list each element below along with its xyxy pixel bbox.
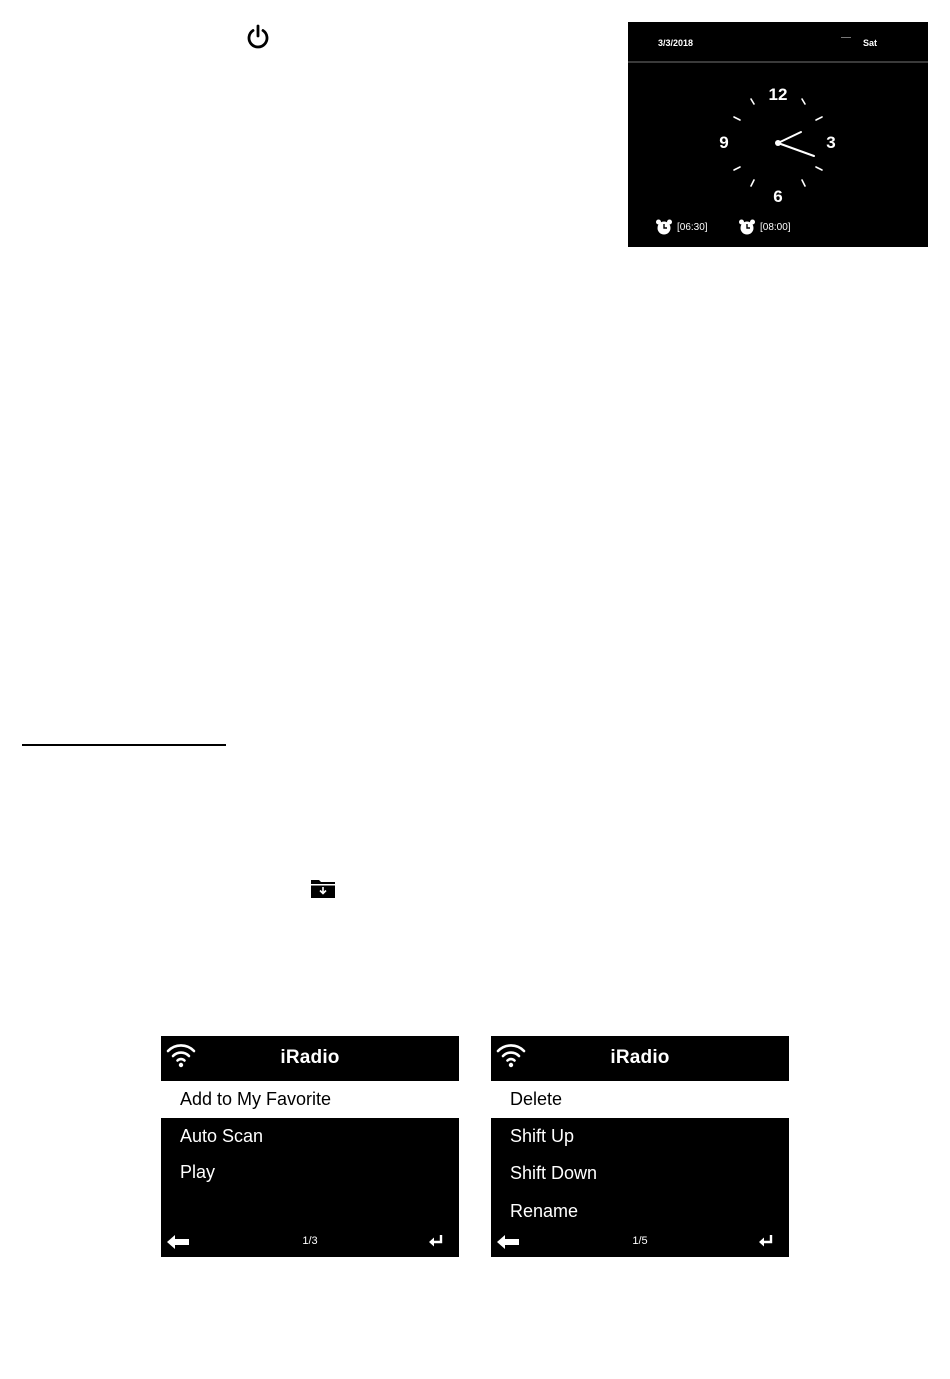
clock-tick (802, 180, 805, 186)
screen-footer (161, 1229, 459, 1257)
clock-tick (816, 167, 822, 170)
screen-header (161, 1036, 459, 1080)
screen-title: iRadio (280, 1047, 340, 1068)
menu-item-label: Add to My Favorite (180, 1089, 332, 1109)
folder-download-icon (310, 877, 336, 899)
menu-item-selected[interactable] (161, 1081, 459, 1118)
hour-hand (778, 132, 801, 143)
alarm-clock-icon (655, 218, 673, 236)
enter-icon (758, 1234, 774, 1248)
power-icon (245, 24, 271, 50)
clock-number-12: 12 (768, 85, 788, 104)
clock-screen (628, 22, 928, 247)
clock-number-9: 9 (719, 133, 729, 152)
alarm-time: [06:30] (677, 221, 708, 233)
menu-item[interactable]: Shift Up (510, 1126, 575, 1146)
menu-item-label: Delete (510, 1089, 563, 1109)
screen-footer (491, 1229, 789, 1257)
menu-item[interactable]: Play (180, 1162, 216, 1182)
alarm-clock-icon (738, 218, 756, 236)
iradio-screen-edit-menu (491, 1036, 789, 1257)
clock-tick (751, 99, 754, 104)
clock-tick (734, 117, 740, 120)
clock-tick (734, 167, 740, 170)
clock-number-3: 3 (826, 133, 836, 152)
section-heading-underline (22, 744, 226, 746)
analog-clock-face (628, 22, 928, 247)
clock-tick (816, 117, 822, 120)
enter-icon (428, 1234, 444, 1248)
page-indicator: 1/5 (632, 1235, 648, 1247)
clock-tick (802, 99, 805, 104)
clock-number-6: 6 (773, 187, 783, 206)
clock-center (775, 140, 781, 146)
screen-header (491, 1036, 789, 1080)
menu-item-selected[interactable] (491, 1081, 789, 1118)
menu-item[interactable]: Shift Down (510, 1163, 598, 1183)
alarm-time: [08:00] (760, 221, 791, 233)
alarm-1 (655, 218, 708, 236)
alarm-2 (738, 218, 791, 236)
menu-item[interactable]: Auto Scan (180, 1126, 264, 1146)
minute-hand (778, 143, 814, 156)
clock-date: 3/3/2018 (658, 38, 694, 48)
screen-title: iRadio (610, 1047, 670, 1068)
clock-day: Sat (863, 38, 878, 48)
menu-item[interactable]: Rename (510, 1201, 579, 1221)
iradio-screen-favorite-menu (161, 1036, 459, 1257)
clock-tick (751, 180, 754, 186)
page-indicator: 1/3 (302, 1235, 318, 1247)
